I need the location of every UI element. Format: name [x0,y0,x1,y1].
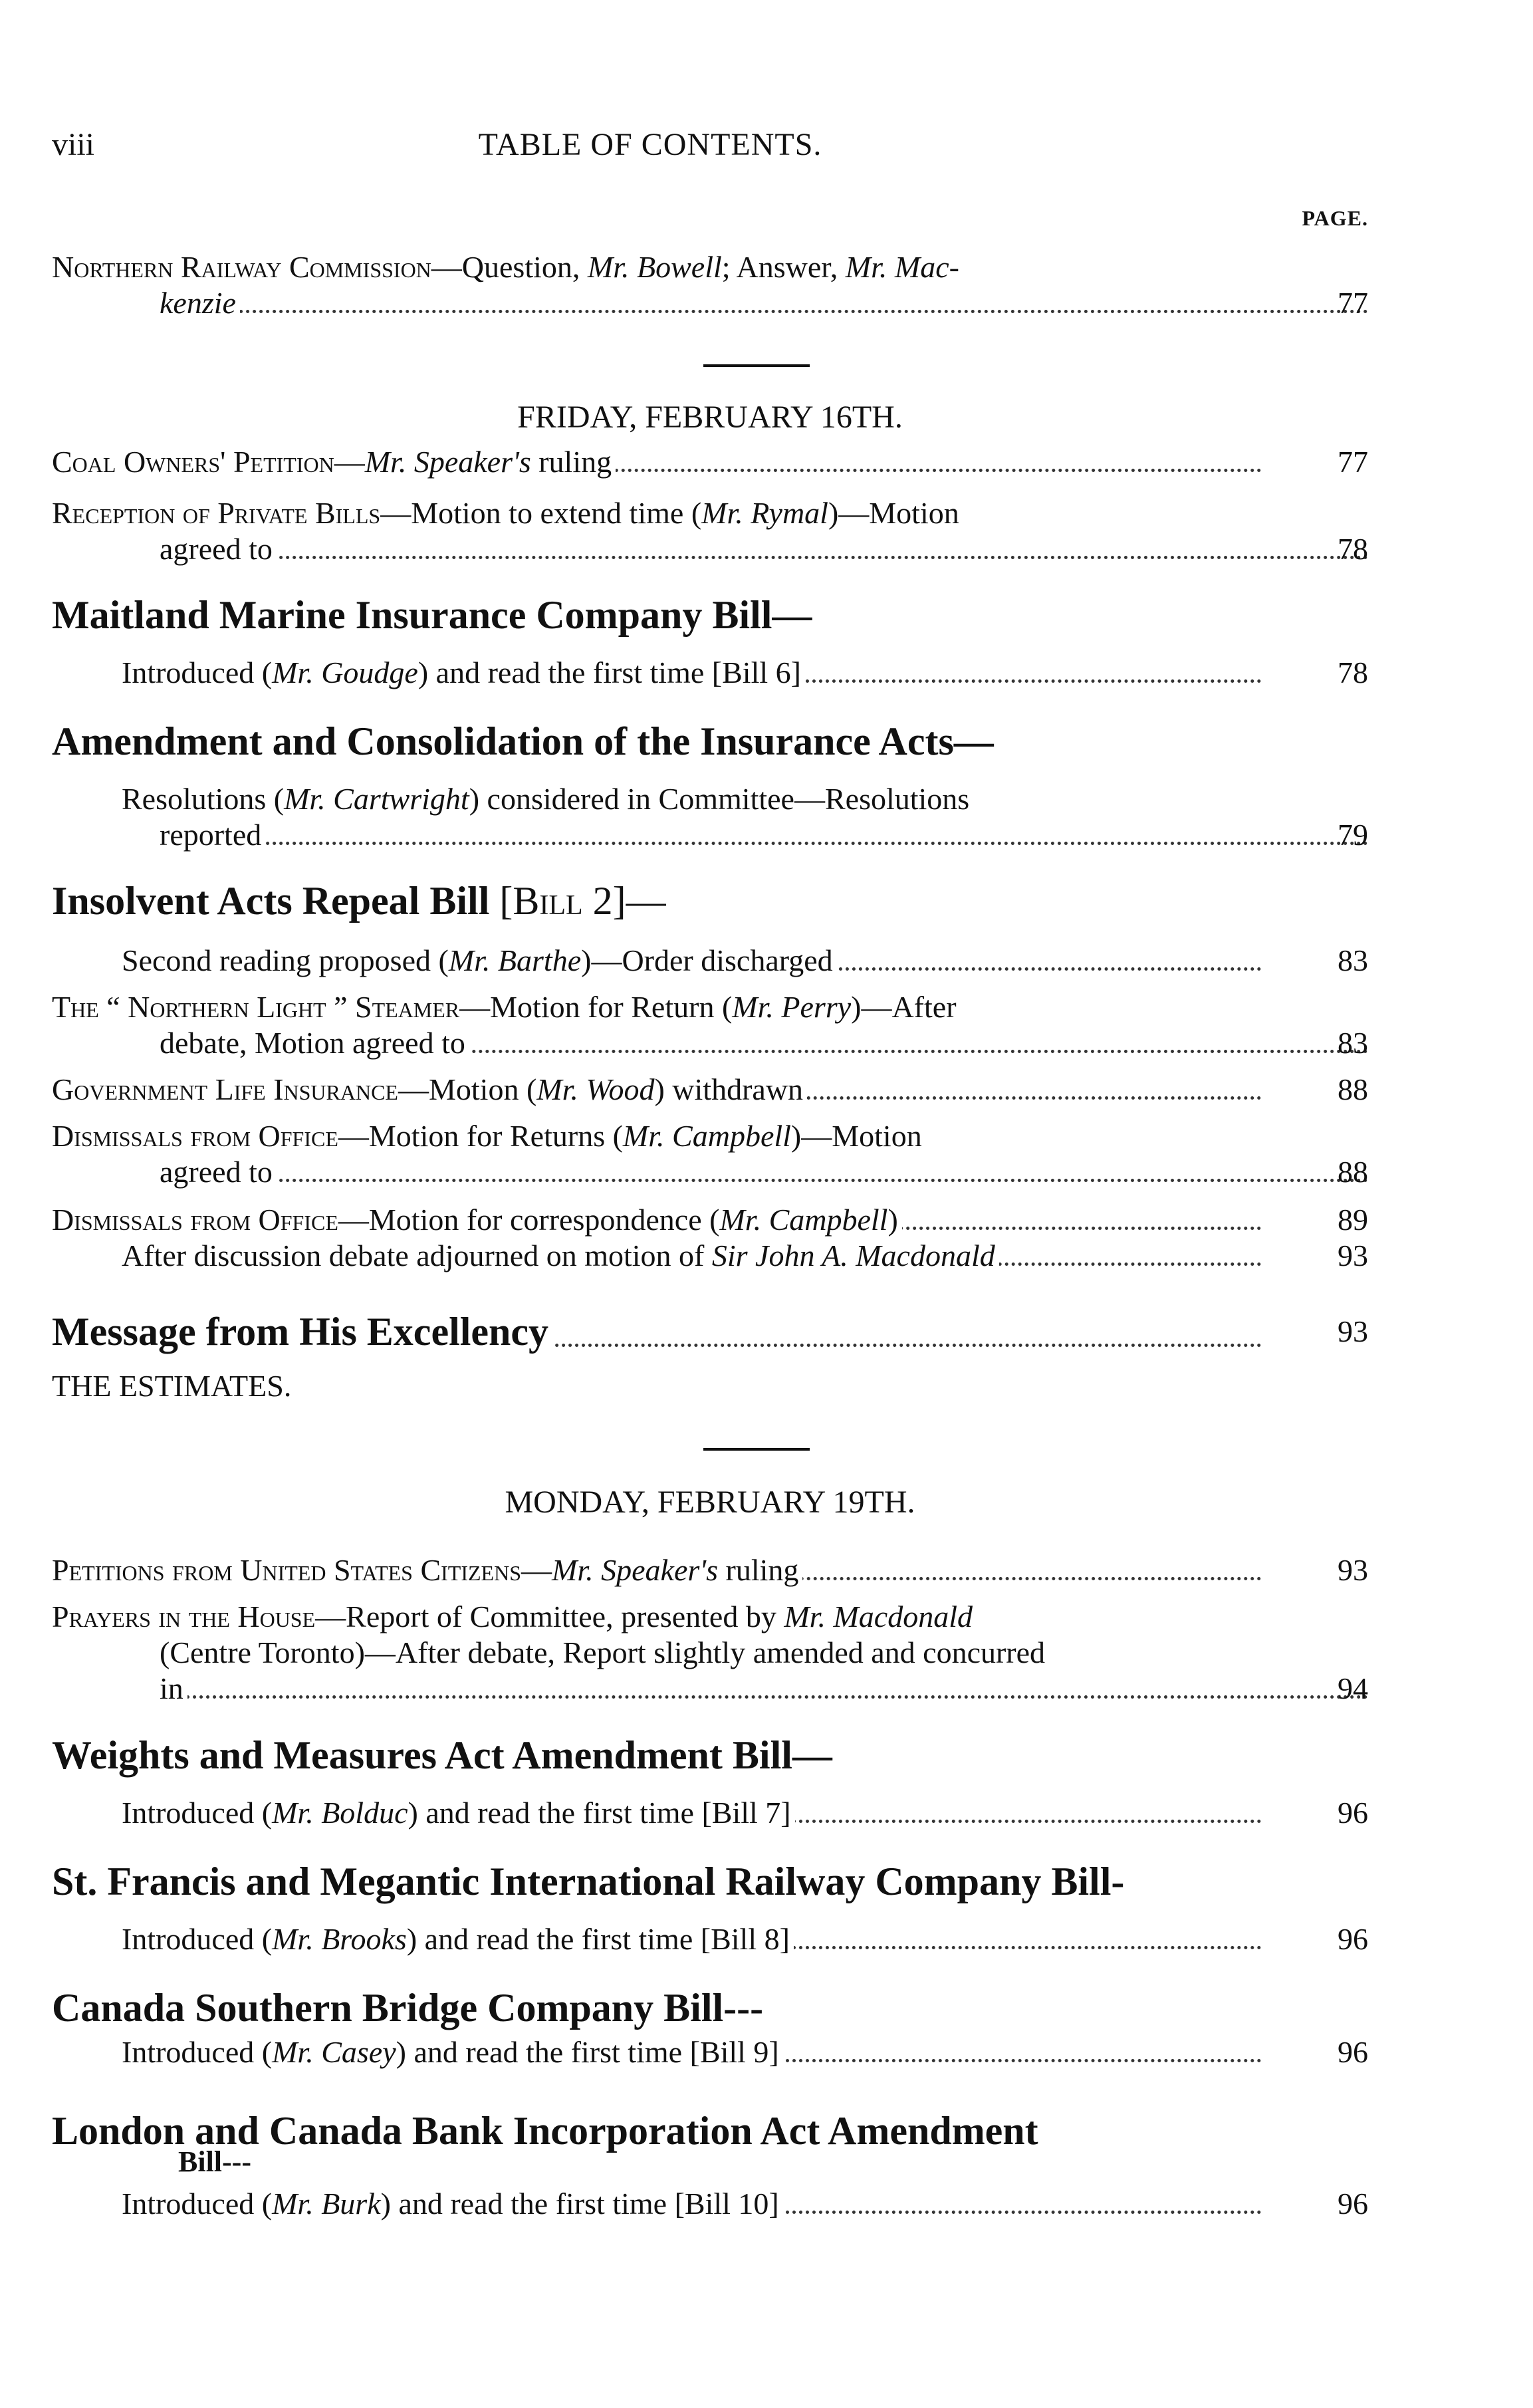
entry-text: —Question, [431,250,588,284]
entry-text: London and Canada Bank Incorporation Act Amendment [52,2109,1038,2153]
bill-heading-london-canada-bank [52,2107,1262,2178]
entry-text: ) and read the first time [Bill 9] [396,2035,779,2069]
page-ref: 78 [1338,656,1368,689]
leader-dots [160,556,1368,559]
toc-entry-coal-owners[interactable] [52,444,1368,480]
page-ref: 96 [1338,1922,1368,1956]
entry-text: ) and read the first time [Bill 10] [380,2187,779,2221]
toc-entry-northern-light-steamer[interactable] [52,989,1368,1061]
entry-text: —Motion for Returns ( [338,1119,623,1153]
toc-entry-petitions-us-citizens[interactable] [52,1552,1368,1588]
entry-text: Introduced ( [122,1796,273,1830]
entry-text: Mr. Macdonald [784,1600,973,1633]
bill-heading-canada-southern: Canada Southern Bridge Company Bill--- [52,1986,764,2030]
entry-text: Second reading proposed ( [122,943,449,977]
page-ref: 89 [1338,1203,1368,1237]
page-ref: 88 [1338,1072,1368,1106]
entry-text: Introduced ( [122,2187,273,2221]
leader-dots [160,842,1368,845]
entry-text: Mr. Brooks [272,1922,407,1956]
entry-text: ) and read the first time [Bill 7] [408,1796,791,1830]
entry-text: Mr. Campbell [622,1119,791,1153]
toc-entry-weights-intro[interactable] [52,1795,1368,1831]
entry-text: —Motion ( [398,1072,537,1106]
entry-text: Introduced ( [122,656,273,689]
entry-heading: Northern Railway Commission [52,250,431,284]
date-heading-monday: MONDAY, FEBRUARY 19TH. [505,1485,915,1520]
page-ref: 93 [1338,1314,1368,1348]
toc-entry-reception-bills[interactable] [52,495,1368,567]
page-ref: 93 [1338,1553,1368,1587]
entry-text: Insolvent Acts Repeal Bill [52,879,500,923]
page-ref: 96 [1338,2035,1368,2069]
toc-entry-northern-railway[interactable] [52,249,1368,321]
entry-text: ruling [531,445,612,479]
entry-text: Message from His Excellency [52,1310,552,1354]
leader-dots [160,1695,1368,1699]
page-ref: 96 [1338,1796,1368,1830]
entry-text: Mr. Casey [272,2035,396,2069]
entry-text: Sir John A. Macdonald [711,1239,995,1272]
toc-entry-prayers-house[interactable] [52,1599,1368,1707]
entry-text: The “ Northern Light ” Steamer [52,990,460,1024]
entry-text: agreed to [160,532,277,566]
page-ref: 93 [1338,1239,1368,1272]
page-ref: 77 [1338,445,1368,479]
page-ref: 78 [1338,532,1368,566]
entry-text: Mr. Goudge [272,656,418,689]
entry-text: Introduced ( [122,1922,273,1956]
entry-text: ; Answer, [721,250,846,284]
toc-entry-message-excellency[interactable] [52,1308,1368,1355]
page-ref: 88 [1338,1155,1368,1189]
entry-text: reported [160,818,265,852]
entry-text: After discussion debate adjourned on motion of [122,1239,712,1272]
entry-text: Reception of Private Bills [52,496,381,530]
date-heading-friday: FRIDAY, FEBRUARY 16TH. [517,400,903,435]
entry-text: ) [887,1203,898,1237]
bill-heading-weights: Weights and Measures Act Amendment Bill— [52,1733,832,1777]
entry-text: ) withdrawn [654,1072,804,1106]
entry-text: Mr. Speaker's [364,445,531,479]
bill-heading-st-francis: St. Francis and Megantic International Railway Company Bill- [52,1860,1125,1903]
toc-entry-insolvent-second[interactable] [52,943,1368,979]
page-ref: 83 [1338,1026,1368,1060]
toc-entry-canada-southern-intro[interactable] [52,2034,1368,2070]
page-title: TABLE OF CONTENTS. [478,127,822,162]
toc-entry-dismissals-correspondence[interactable] [52,1202,1368,1238]
entry-text: )—After [851,990,957,1024]
entry-text: Mr. Wood [536,1072,655,1106]
entry-text: ) and read the first time [Bill 6] [417,656,801,689]
toc-entry-maitland-intro[interactable] [52,655,1368,691]
entry-text: )—Motion [790,1119,922,1153]
entry-text: in [160,1671,187,1705]
entry-text: Bill--- [178,2145,251,2178]
entry-text: )—Motion [828,496,959,530]
entry-text: agreed to [160,1155,277,1189]
entry-text: Mr. Speaker's [552,1553,719,1587]
leader-dots [160,310,1368,313]
entry-text: — [521,1553,552,1587]
section-rule [703,1448,810,1451]
entry-text: —Motion for correspondence ( [338,1203,720,1237]
toc-entry-dismissals-adjourned[interactable] [52,1238,1368,1274]
entry-text: Mr. Perry [732,990,852,1024]
bill-heading-maitland: Maitland Marine Insurance Company Bill— [52,593,812,637]
entry-text: Prayers in the House [52,1600,316,1633]
entry-text: Mr. Bolduc [272,1796,408,1830]
entry-text: Mr. Campbell [719,1203,888,1237]
page-ref: 96 [1338,2187,1368,2221]
entry-text: ) and read the first time [Bill 8] [406,1922,790,1956]
entry-text: Introduced ( [122,2035,273,2069]
page-number: viii [52,127,95,162]
bill-heading-amendment: Amendment and Consolidation of the Insurance Acts— [52,719,994,763]
entry-text: Dismissals from Office [52,1203,338,1237]
estimates-line: THE ESTIMATES. [52,1369,292,1403]
entry-text: [Bill 2]— [499,879,666,923]
toc-entry-government-life[interactable] [52,1072,1368,1108]
entry-text: Mr. Burk [272,2187,381,2221]
entry-text: kenzie [160,286,236,320]
entry-text: Mr. Bowell [587,250,722,284]
section-rule [703,364,810,367]
entry-text: Petitions from United States Citizens [52,1553,522,1587]
page-ref: 79 [1338,818,1368,852]
page-ref: 77 [1338,286,1368,320]
toc-entry-amendment-resolutions[interactable] [52,781,1368,853]
entry-text: Mr. Cartwright [284,782,469,816]
page-column-label: PAGE. [1302,206,1368,230]
entry-text: Mr. Mac- [845,250,959,284]
entry-text: debate, Motion agreed to [160,1026,469,1060]
entry-text: Dismissals from Office [52,1119,338,1153]
entry-text: )—Order discharged [581,943,833,977]
page-ref: 94 [1338,1671,1368,1705]
entry-text: — [334,445,365,479]
entry-text: Resolutions ( [122,782,285,816]
toc-entry-st-francis-intro[interactable] [52,1921,1368,1957]
entry-text: ) considered in Committee—Resolutions [469,782,970,816]
toc-entry-dismissals-returns[interactable] [52,1118,1368,1190]
entry-text: Mr. Barthe [448,943,582,977]
toc-entry-london-intro[interactable] [52,2186,1368,2222]
entry-text: —Motion to extend time ( [380,496,702,530]
entry-text: Government Life Insurance [52,1072,398,1106]
entry-text: Coal Owners' Petition [52,445,334,479]
entry-text: (Centre Toronto)—After debate, Report slightly amended and concurred [160,1635,1046,1669]
leader-dots [160,1179,1368,1182]
page-ref: 83 [1338,943,1368,977]
entry-text: Mr. Rymal [701,496,828,530]
entry-text: —Motion for Return ( [459,990,733,1024]
bill-heading-insolvent [52,878,1262,924]
running-header [52,126,1368,166]
entry-text: ruling [718,1553,799,1587]
entry-text: —Report of Committee, presented by [315,1600,784,1633]
